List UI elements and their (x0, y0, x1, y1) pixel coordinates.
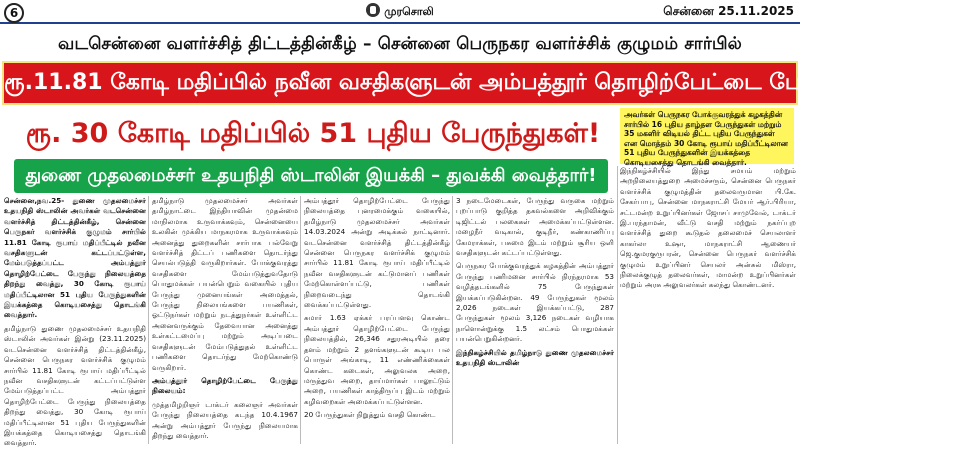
article-column-5 (620, 166, 796, 444)
article-paragraph: இந்நிகழ்ச்சியில் இந்து சமயம் மற்றும் அறநிலையத்துறை அமைச்சரும், சென்னை பெருநகர் வளர்ச்சிக் குழுமத்தின் தலைவருமான பி.கே. சேகர்பாபு, சென்னை மாநகராட்சி மேயர் ஆர்.பிரியா, சட்டமன்ற உறுப்பினர்கள் ஜோசப் சாமுவேல், டாக்டர் இ.பரந்தாமன், வீட்டு வசதி மற்றும் நகர்ப்புற வளர்ச்சித் துறை கூடுதல் தலைமைச் செயலாளர் காகர்லா உஷா, மாநகராட்சி ஆணையர் ஜெ.குமரகுருபரன், சென்னை பெருநகர் வளர்ச்சிக் குழுமம் உறுப்பினர் செயலர் அன்சுல் மிஸ்ரா, நிலைக்குழுத் தலைவர்கள், மாமன்ற உறுப்பினர்கள் மற்றும் அரசு அலுவலர்கள் கலந்து கொண்டனர். (620, 166, 796, 290)
article-column-1 (4, 196, 146, 448)
kicker-headline: வடசென்னை வளர்ச்சித் திட்டத்தின்கீழ் – சென்னை பெருநகர வளர்ச்சிக் குழுமம் சார்பில் (58, 34, 742, 54)
article-paragraph: தமிழ்நாடு முதலமைச்சர் அவர்கள் தமிழ்நாட்டை இந்தியாவின் முதன்மை மாநிலமாக உருவாக்கவும், சென்னையை உலகின் முக்கிய மாநகரமாக உருவாக்கவும் அனைத்து துறைகளின் சார்பாக பல்வேறு வளர்ச்சித் திட்டப் பணிகளை தொடர்ந்து செயல்படுத்தி வருகிறார்கள். போக்குவரத்து வசதிகளை மேம்படுத்துவதோடு பொதுமக்கள் பயன்பெறும் வகையில் புதிய பேருந்து முனையங்கள் அமைத்தல், பேருந்து நிலையங்களை பயணிகள், ஓட்டுநர்கள் மற்றும் நடத்துநர்கள் உள்ளிட்ட அனைவருக்கும் தேவையான அனைத்து உள்கட்டமைப்பு மற்றும் அடிப்படை வசதிகளுடன் மேம்படுத்துதல் உள்ளிட்ட பணிகளை தொடர்ந்து மேற்கொண்டு வருகிறார். (152, 196, 298, 372)
article-paragraph: சென்னை,நவ.25- துணை முதலமைச்சர் உதயநிதி ஸ்டாலின் அவர்கள் வடசென்னை வளர்ச்சித் திட்டத்தின்கீழ், சென்னை பெருநகர் வளர்ச்சிக் குழுமம் சார்பில் 11.81 கோடி ரூபாய் மதிப்பீட்டில் நவீன வசதிகளுடன் கட்டப்பட்டுள்ள, மேம்படுத்தப்பட்ட அம்பத்தூர் தொழிற்பேட்டை பேருந்து நிலையத்தை திறந்து வைத்து, 30 கோடி ரூபாய் மதிப்பீட்டிலான 51 புதிய பேருந்துகளின் இயக்கத்தை கொடியசைத்து தொடங்கி வைத்தார். (4, 196, 146, 320)
article-paragraph: அம்பத்தூர் தொழிற்பேட்டை பேருந்து நிலையத்தை புனரமைக்கும் வகையில், தமிழ்நாடு முதலமைச்சர் அவர்கள் 14.03.2024 அன்று அடிக்கல் நாட்டினார். வடசென்னை வளர்ச்சித் திட்டத்தின்கீழ் சென்னை பெருநகர வளர்ச்சிக் குழுமம் சார்பில் 11.81 கோடி ரூபாய் மதிப்பீட்டில் நவீன வசதிகளுடன் கட்டுமானப் பணிகள் மேற்கொள்ளப்பட்டு, பணிகள் நிறைவடைந்து தொடங்கி வைக்கப்பட்டுள்ளது. (304, 196, 450, 310)
article-paragraph: தமிழ்நாடு துணை முதலமைச்சர் உதயநிதி ஸ்டாலின் அவர்கள் இன்று (23.11.2025) வடசென்னை வளர்ச்சித் திட்டத்தின்கீழ், சென்னை பெருநகர வளர்ச்சிக் குழுமம் சார்பில் 11.81 கோடி ரூபாய் மதிப்பீட்டில் நவீன வசதிகளுடன் கட்டப்பட்டுள்ள மேம்படுத்தப்பட்ட அம்பத்தூர் தொழிற்பேட்டை பேருந்து நிலையத்தை திறந்து வைத்து, 30 கோடி ரூபாய் மதிப்பீட்டிலான 51 புதிய பேருந்துகளின் இயக்கத்தை கொடியசைத்து தொடங்கி வைத்தார். (4, 323, 146, 448)
highlight-box: அவர்கள் பெருநகர போக்குவரத்துக் கழகத்தின் சார்பில் 16 புதிய தாழ்தள பேருந்துகள் மற்றும் 35 மகளிர் விடியல் திட்ட புதிய பேருந்துகள் என மொத்தம் 30 கோடி ரூபாய் மதிப்பீட்டிலான 51 புதிய பேருந்துகளின் இயக்கத்தை கொடியசைத்து தொடங்கி வைத்தார். (620, 108, 794, 164)
article-paragraph: சுமார் 1.63 ஏக்கர் பரப்பளவு கொண்ட அம்பத்தூர் தொழிற்பேட்டை பேருந்து நிலையத்தில், 26,346 சதுரஅடியில் தரை தளம் மற்றும் 2 தளங்களுடன் கூடிய பல பொருள் அங்காடி, 11 எண்ணிக்கைகள் கொண்ட கடைகள், அலுவலக அறை, மருத்துவ அறை, தாய்மார்கள் பாலூட்டும் அறை, பயணிகள் காத்திருப்பு இடம் மற்றும் கழிவறைகள் அமைக்கப்பட்டுள்ளன. (304, 313, 450, 406)
dateline: சென்னை 25.11.2025 (663, 4, 794, 18)
strap-headline: துணை முதலமைச்சர் உதயநிதி ஸ்டாலின் இயக்கி – துவக்கி வைத்தார்! (14, 159, 608, 193)
paper-name-text: முரசொலி (384, 5, 434, 18)
column-divider (617, 166, 618, 444)
paper-logo-icon (366, 3, 380, 17)
article-paragraph: 3 நடைமேடைகள், பேருந்து வருகை மற்றும் புறப்பாடு குறித்த தகவல்களை அறிவிக்கும் டிஜிட்டல் பலகைகள் அமைக்கப்பட்டுள்ளன. மழைநீர் வடிகால், குடிநீர், கண்காணிப்பு கேமராக்கள், பசுமை இடம் மற்றும் சூரிய ஒளி வசதிகளுடன் கட்டப்பட்டுள்ளது. (456, 196, 614, 258)
page-number: 6 (4, 3, 24, 23)
main-headline: ரூ.11.81 கோடி மதிப்பில் நவீன வசதிகளுடன் அம்பத்தூர் தொழிற்பேட்டை பேருந்து நிலையம்! (2, 61, 798, 105)
article-paragraph: முத்தமிழறிஞர் டாக்டர் கலைஞர் அவர்கள் பேருந்து நிலையத்தை கடந்த 10.4.1967 அன்று அம்பத்தூர் பேருந்து நிலையமாக திறந்து வைத்தார். (152, 399, 298, 440)
column-divider (300, 196, 301, 444)
article-column-2 (152, 196, 298, 444)
article-column-3 (304, 196, 450, 444)
column-divider (452, 196, 453, 444)
masthead-bar (0, 0, 800, 24)
sub-headline: ரூ. 30 கோடி மதிப்பில் 51 புதிய பேருந்துகள்! (8, 114, 618, 154)
article-paragraph: அம்பத்தூர் தொழிற்பேட்டை பேருந்து நிலையம்: (152, 375, 298, 396)
article-column-4 (456, 196, 614, 444)
article-paragraph: 20 பேருந்துகள் நிறுத்தும் வசதி கொண்ட (304, 410, 436, 420)
article-paragraph: பெருநகர போக்குவரத்துக் கழகத்தின் அம்பத்தூர் பேருந்து பணிமனை சார்பில் நிரந்தரமாக 53 வழித்தடங்களில் 75 பேருந்துகள் இயக்கப்படுகின்றன. 49 பேருந்துகள் மூலம் 2,026 நடைகள் இயக்கப்பட்டு, 287 பேருந்துகள் மூலம் 3,126 நடைகள் வழியாக நாளொன்றுக்கு 1.5 லட்சம் பொதுமக்கள் பயன்பெறுகின்றனர். (456, 261, 614, 344)
column-divider (148, 196, 149, 444)
article-paragraph: இந்நிகழ்ச்சியில் தமிழ்நாடு துணை முதலமைச்சர் உதயநிதி ஸ்டாலின் (456, 347, 614, 368)
